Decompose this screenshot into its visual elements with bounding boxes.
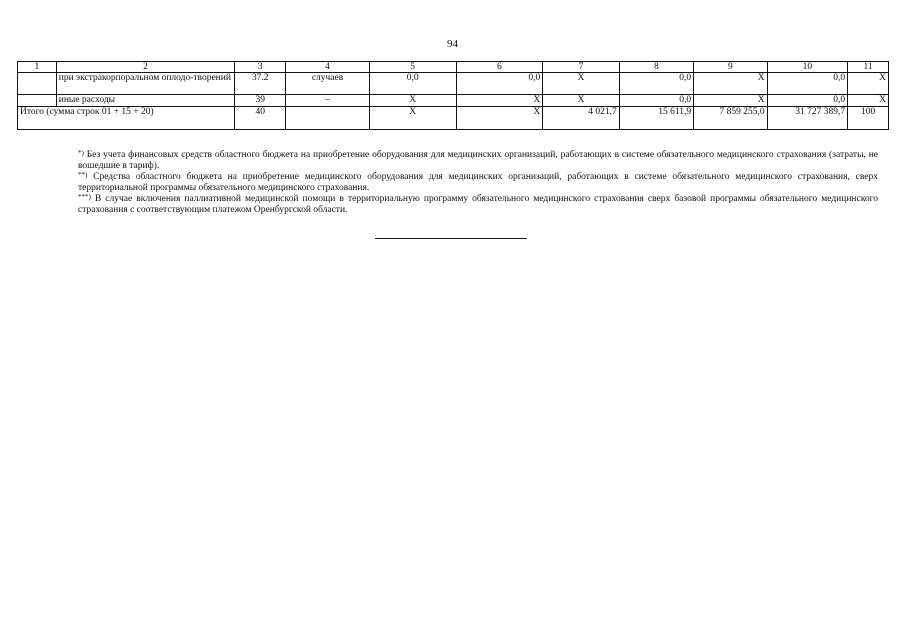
table-cell [286,107,370,130]
table-cell: 0,0 [767,95,848,107]
table-cell: 0,0 [369,73,456,95]
table-cell: X [456,107,543,130]
column-header: 9 [694,62,767,73]
table-cell: 39 [235,95,286,107]
table-cell: X [543,73,619,95]
budget-table [17,61,889,130]
footnotes [78,150,878,216]
table-row-total [18,107,889,130]
table-cell: 7 859 255,0 [694,107,767,130]
footnote [78,172,878,194]
total-label: Итого (сумма строк 01 + 15 + 20) [18,107,235,130]
table-cell [18,95,57,107]
column-header: 2 [56,62,234,73]
table-cell: X [456,95,543,107]
table-cell: 31 727 389,7 [767,107,848,130]
column-header: 5 [369,62,456,73]
table-cell: 40 [235,107,286,130]
table-cell: иные расходы [56,95,234,107]
table-cell: 0,0 [619,73,693,95]
table-row [18,95,889,107]
table-header-row [18,62,889,73]
column-header: 10 [767,62,848,73]
table-cell: X [848,73,889,95]
footnote-text: Средства областного бюджета на приобретение медицинского оборудования для медицинских организаций, работающих в системе обязательного медицинского страхования, сверх территориальной программы обязательного медицинского страхования. [78,172,878,193]
table-cell: X [543,95,619,107]
footnote [78,194,878,216]
table-cell: 15 611,9 [619,107,693,130]
table-cell [18,73,57,95]
footnote [78,150,878,172]
column-header: 8 [619,62,693,73]
footnote-text: Без учета финансовых средств областного бюджета на приобретение оборудования для медицинских организаций, работающих в системе обязательного медицинского страхования (затраты, не вошедшие в тариф). [78,150,878,171]
column-header: 4 [286,62,370,73]
page-number: 94 [447,38,458,50]
closing-rule [375,238,527,239]
footnote-text: В случае включения паллиативной медицинской помощи в территориальную программу обязательного медицинского страхования сверх базовой программы обязательного медицинского страхования с соответствующим платежом Оренбургской области. [78,194,878,215]
table-row [18,73,889,95]
table-cell: – [286,95,370,107]
table-cell: 0,0 [456,73,543,95]
column-header: 3 [235,62,286,73]
footnote-mark: *) [78,149,84,157]
table-cell: 0,0 [619,95,693,107]
column-header: 7 [543,62,619,73]
table-cell: X [694,73,767,95]
footnote-mark: **) [78,171,88,179]
footnote-mark: ***) [78,193,91,201]
table-cell: случаев [286,73,370,95]
table-cell: 4 021,7 [543,107,619,130]
table-cell: 37.2 [235,73,286,95]
table-cell: X [848,95,889,107]
table-cell: 0,0 [767,73,848,95]
table-cell: 100 [848,107,889,130]
table-cell: X [369,107,456,130]
table-cell: X [694,95,767,107]
column-header: 11 [848,62,889,73]
table-cell: X [369,95,456,107]
column-header: 1 [18,62,57,73]
table-cell: при экстракорпоральном оплодо-творений [56,73,234,95]
column-header: 6 [456,62,543,73]
